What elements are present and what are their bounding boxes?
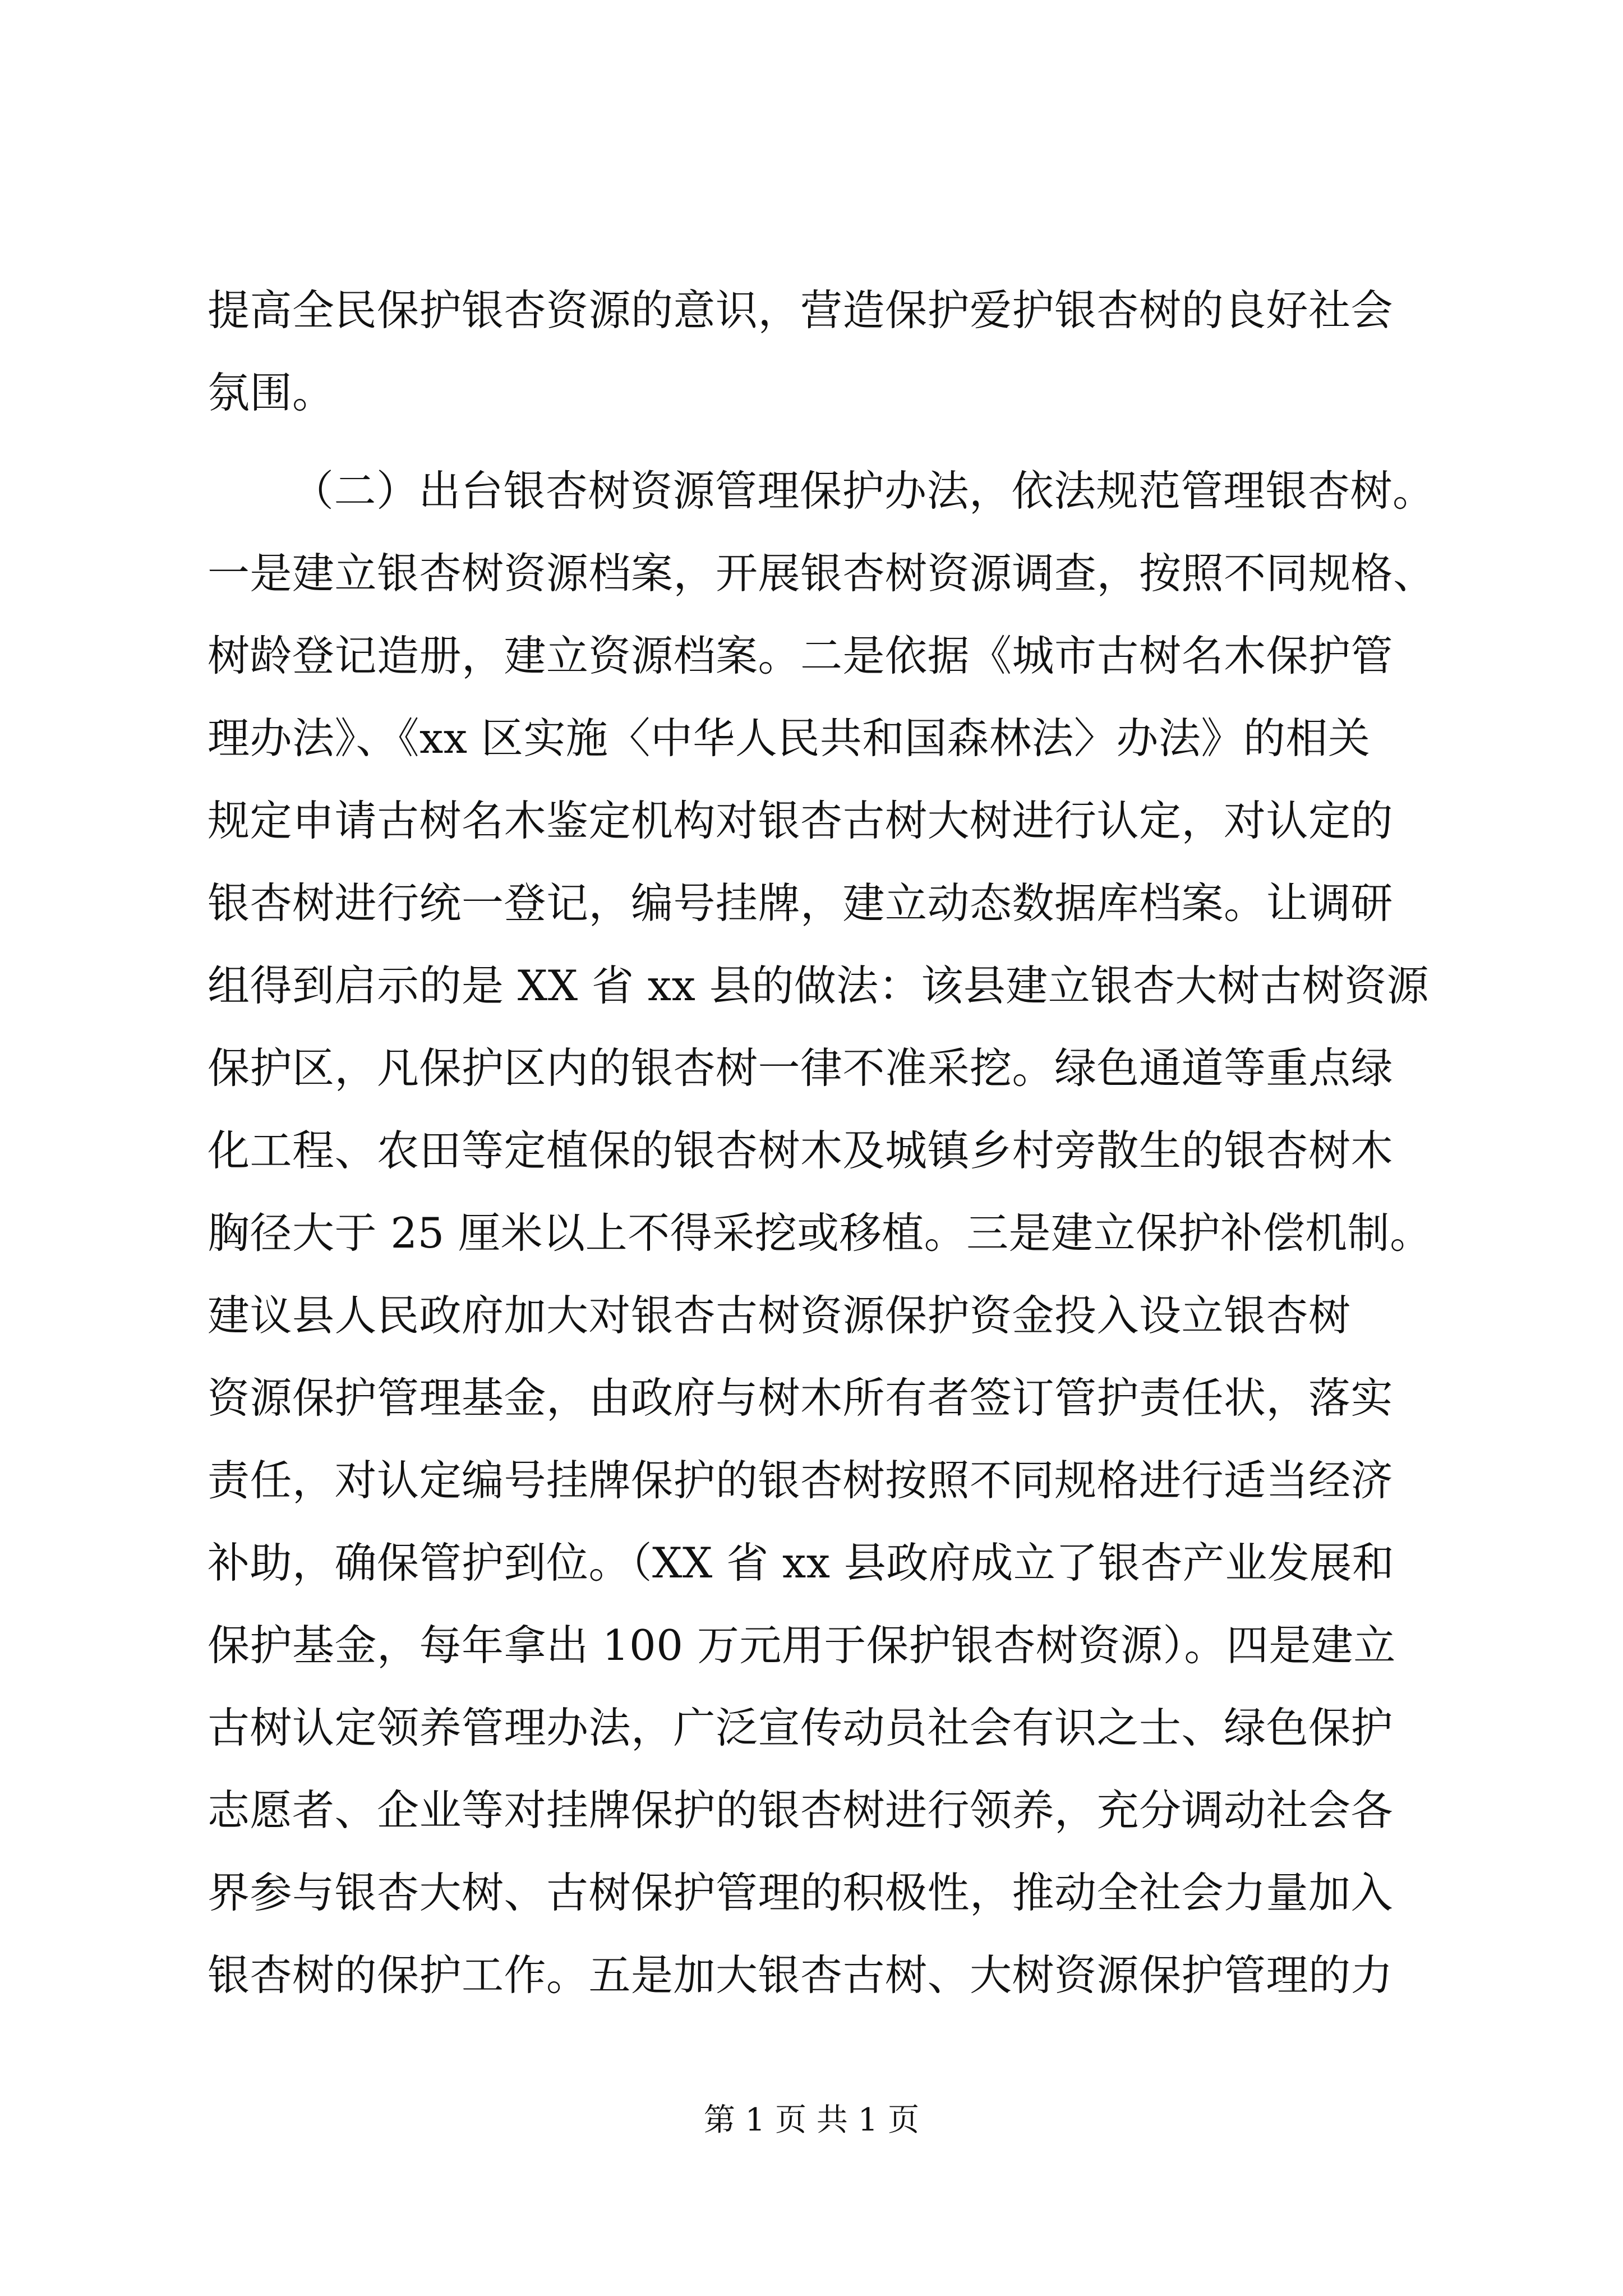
- page-number-label: 第 1 页 共 1 页: [703, 2102, 920, 2138]
- document-body: [208, 269, 1436, 2017]
- text-line: 保护区，凡保护区内的银杏树一律不准采挖。绿色通道等重点绿: [208, 1043, 1394, 1093]
- text-line: 界参与银杏大树、古树保护管理的积极性，推动全社会力量加入: [208, 1868, 1394, 1917]
- text-line: 建议县人民政府加大对银杏古树资源保护资金投入设立银杏树: [208, 1291, 1351, 1340]
- text-line: 胸径大于 25 厘米以上不得采挖或移植。三是建立保护补偿机制。: [208, 1208, 1432, 1258]
- text-line: 树龄登记造册，建立资源档案。二是依据《城市古树名木保护管: [208, 631, 1394, 680]
- text-line: 银杏树进行统一登记，编号挂牌，建立动态数据库档案。让调研: [208, 878, 1394, 928]
- text-line: 理办法》、《xx 区实施〈中华人民共和国森林法〉办法》的相关: [208, 714, 1371, 763]
- text-line: 组得到启示的是 XX 省 xx 县的做法：该县建立银杏大树古树资源: [208, 961, 1430, 1010]
- text-line: 氛围。: [208, 368, 335, 417]
- text-line: 责任，对认定编号挂牌保护的银杏树按照不同规格进行适当经济: [208, 1456, 1394, 1505]
- page-footer: [0, 2098, 1623, 2143]
- section-heading-line: （二）出台银杏树资源管理保护办法，依法规范管理银杏树。: [292, 466, 1435, 516]
- text-line: 提高全民保护银杏资源的意识，营造保护爱护银杏树的良好社会: [208, 286, 1394, 335]
- text-line: 补助，确保管护到位。（XX 省 xx 县政府成立了银杏产业发展和: [208, 1538, 1395, 1588]
- text-line: 化工程、农田等定植保的银杏树木及城镇乡村旁散生的银杏树木: [208, 1126, 1394, 1175]
- text-line: 志愿者、企业等对挂牌保护的银杏树进行领养，充分调动社会各: [208, 1786, 1394, 1835]
- text-line: 资源保护管理基金，由政府与树木所有者签订管护责任状，落实: [208, 1373, 1394, 1423]
- text-line: 一是建立银杏树资源档案，开展银杏树资源调查，按照不同规格、: [208, 549, 1436, 598]
- text-line: 保护基金，每年拿出 100 万元用于保护银杏树资源）。四是建立: [208, 1621, 1396, 1670]
- text-line: 规定申请古树名木鉴定机构对银杏古树大树进行认定，对认定的: [208, 796, 1394, 845]
- text-line: 古树认定领养管理办法，广泛宣传动员社会有识之士、绿色保护: [208, 1703, 1394, 1752]
- text-line: 银杏树的保护工作。五是加大银杏古树、大树资源保护管理的力: [208, 1950, 1394, 2000]
